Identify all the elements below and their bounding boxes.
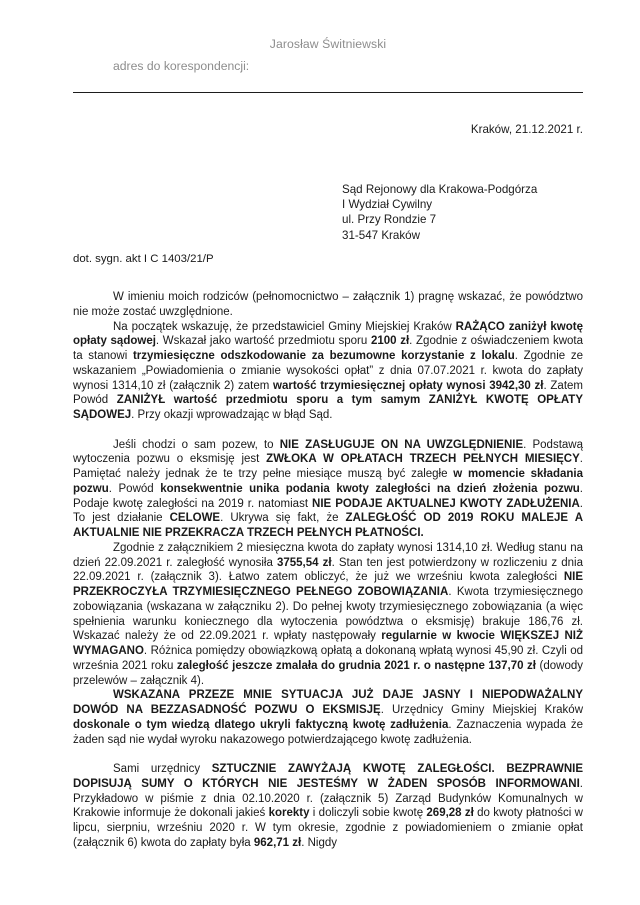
emphasis-run: SZTUCZNIE ZAWYŻAJĄ KWOTĘ ZALEGŁOŚCI. BEZPRAWNIE DOPISUJĄ SUMY O KTÓRYCH NIE JESTEŚMY W ŻADEN SPOSÓB INFORMOWANI (73, 763, 583, 790)
text-run: . Przy okazji wprowadzając w błąd Sąd. (131, 409, 333, 421)
letter-body (73, 290, 583, 851)
emphasis-run: ZANIŻYŁ wartość przedmiotu sporu a tym samym ZANIŻYŁ KWOTĘ OPŁATY SĄDOWEJ (73, 394, 583, 421)
recipient-street: ul. Przy Rondzie 7 (342, 213, 437, 227)
text-run: i doliczyli sobie kwotę (309, 807, 427, 820)
letterhead (73, 36, 583, 75)
emphasis-run: wartość trzymiesięcznej opłaty wynosi 3942,30 zł (273, 379, 544, 392)
text-run: . Zgodnie ze wskazaniem „Powiadomienia o zmianie wysokości opłat” z dnia 07.07.2021 r. kwota do zapłaty wynosi 1314,10 zł (załącznik 2) zatem (73, 350, 583, 392)
text-run: . Podstawą wytoczenia pozwu o eksmisję jest (73, 438, 583, 466)
text-run: Na początek wskazuję, że przedstawiciel Gminy Miejskiej Kraków (113, 320, 456, 333)
paragraph-4 (73, 541, 583, 689)
recipient-block (342, 182, 587, 243)
text-run: . Powód (108, 482, 161, 495)
emphasis-run: 3755,54 zł (276, 556, 332, 569)
paragraph-5 (73, 688, 583, 747)
text-run: . Urzędnicy Gminy Miejskiej Kraków (380, 704, 584, 716)
text-run: (dowody przelewów – załącznik 4). (73, 659, 583, 687)
emphasis-run: 962,71 zł (253, 836, 302, 849)
text-run: Jeśli chodzi o sam pozew, to (113, 438, 280, 451)
text-run: do kwoty płatności w lipcu, sierpniu, wrześniu 2020 r. W tym okresie, zgodnie z powiadomieniem o zmianie opłat (załącznik 6) kwota do zapłaty była (73, 807, 583, 849)
emphasis-run: regularnie w kwocie WIĘKSZEJ NIŻ WYMAGANO (73, 630, 584, 657)
date-line: Kraków, 21.12.2021 r. (470, 123, 583, 136)
text-run: . Kwota trzymiesięcznego zobowiązania (wskazana w załączniku 2). Do pełnej kwoty trzymiesięcznego zobowiązania (a więc spełnienia warunku koniecznego dla wytoczenia powództwa o eksmisję) brakuje 186,76 zł. Wskazać należy że od 22.09.2021 r. wpłaty następowały (73, 586, 583, 643)
text-run: Sami urzędnicy (113, 763, 212, 775)
emphasis-run: 2100 zł (370, 335, 410, 348)
emphasis-run: NIE PRZEKROCZYŁA TRZYMIESIĘCZNEGO PEŁNEGO ZOBOWIĄZANIA (73, 571, 583, 598)
letterhead-divider (73, 92, 583, 93)
text-run: . Ukrywa się fakt, że (220, 512, 346, 525)
text-run: . Zatem Powód (73, 379, 583, 407)
emphasis-run: RAŻĄCO zaniżył kwotę opłaty sądowej (73, 320, 583, 348)
emphasis-run: doskonale o tym wiedzą dlatego ukryli faktyczną kwotę zadłużenia (73, 718, 449, 731)
text-run: . Nigdy (301, 836, 338, 849)
text-run: . Przykładowo w piśmie z dnia 02.10.2020 r. (załącznik 5) Zarząd Budynków Komunalnych w Krakowie informuje że dokonali jakieś (73, 777, 583, 820)
recipient-court-name: Sąd Rejonowy dla Krakowa-Podgórza (342, 183, 538, 196)
emphasis-run: WSKAZANA PRZEZE MNIE SYTUACJA JUŻ DAJE JASNY I NIEPODWAŻALNY DOWÓD NA BEZZASADNOŚĆ POZWU O EKSMISJĘ (73, 689, 583, 716)
emphasis-run: ZWŁOKA W OPŁATACH TRZECH PEŁNYCH MIESIĘCY (266, 453, 580, 466)
emphasis-run: konsekwentnie unika podania kwoty zaległości na dzień złożenia pozwu (160, 482, 580, 495)
letterhead-sender-name: Jarosław Świtniewski (269, 37, 387, 51)
emphasis-run: 269,28 zł (426, 807, 474, 820)
emphasis-run: trzymiesięczne odszkodowanie za bezumowne korzystanie z lokalu (132, 350, 515, 362)
letterhead-address-label: adres do korespondencji: (113, 59, 250, 73)
paragraph-1 (73, 290, 583, 320)
recipient-division: I Wydział Cywilny (342, 198, 433, 212)
emphasis-run: w momencie składania pozwu (73, 468, 584, 495)
text-run: . Wskazał jako wartość przedmiotu sporu (155, 335, 371, 348)
text-run: . Stan ten jest potwierdzony w rozliczeniu z dnia 22.09.2021 r. (załącznik 3). Łatwo zatem obliczyć, że już we wrześniu kwota zaległości (73, 556, 583, 584)
text-run: Zgodnie z załącznikiem 2 miesięczna kwota do zapłaty wynosi 1314,10 zł. Według stanu na dzień 22.09.2021 r. zaległość wynosiła (73, 541, 583, 569)
text-run: . Pamiętać należy jednak że te trzy pełne miesiące muszą być zaległe (73, 453, 583, 480)
text-run: . To jest działanie (73, 497, 583, 525)
text-run: . Zgodnie z oświadczeniem kwota ta stanowi (73, 335, 583, 362)
emphasis-run: NIE PODAJE AKTUALNEJ KWOTY ZADŁUŻENIA (312, 497, 580, 510)
emphasis-run: korekty (268, 807, 310, 820)
paragraph-6 (73, 762, 583, 851)
text-run: W imieniu moich rodziców (pełnomocnictwo – załącznik 1) pragnę wskazać, że powództwo nie może zostać uwzględnione. (73, 291, 583, 318)
recipient-postal-city: 31-547 Kraków (342, 228, 420, 242)
paragraph-2 (73, 320, 583, 423)
paragraph-3 (73, 438, 583, 541)
emphasis-run: CELOWE (169, 512, 221, 525)
emphasis-run: ZALEGŁOŚĆ OD 2019 ROKU MALEJE A AKTUALNIE NIE PRZEKRACZA TRZECH PEŁNYCH PŁATNOŚCI. (73, 512, 583, 539)
case-reference: dot. sygn. akt I C 1403/21/P (73, 253, 214, 265)
text-run: . Podaje kwotę zaległości na 2019 r. natomiast (73, 482, 583, 510)
text-run: . Różnica pomiędzy obowiązkową opłatą a dokonaną wpłatą wynosi 45,90 zł. Czyli od września 2021 roku (73, 645, 583, 672)
emphasis-run: zaległość jeszcze zmalała do grudnia 2021 r. o następne 137,70 zł (176, 659, 537, 672)
text-run: . Zaznaczenia wypada że żaden sąd nie wydał wyroku nakazowego potwierdzającego kwotę zadłużenia. (73, 718, 583, 746)
emphasis-run: NIE ZASŁUGUJE ON NA UWZGLĘDNIENIE (279, 438, 524, 451)
